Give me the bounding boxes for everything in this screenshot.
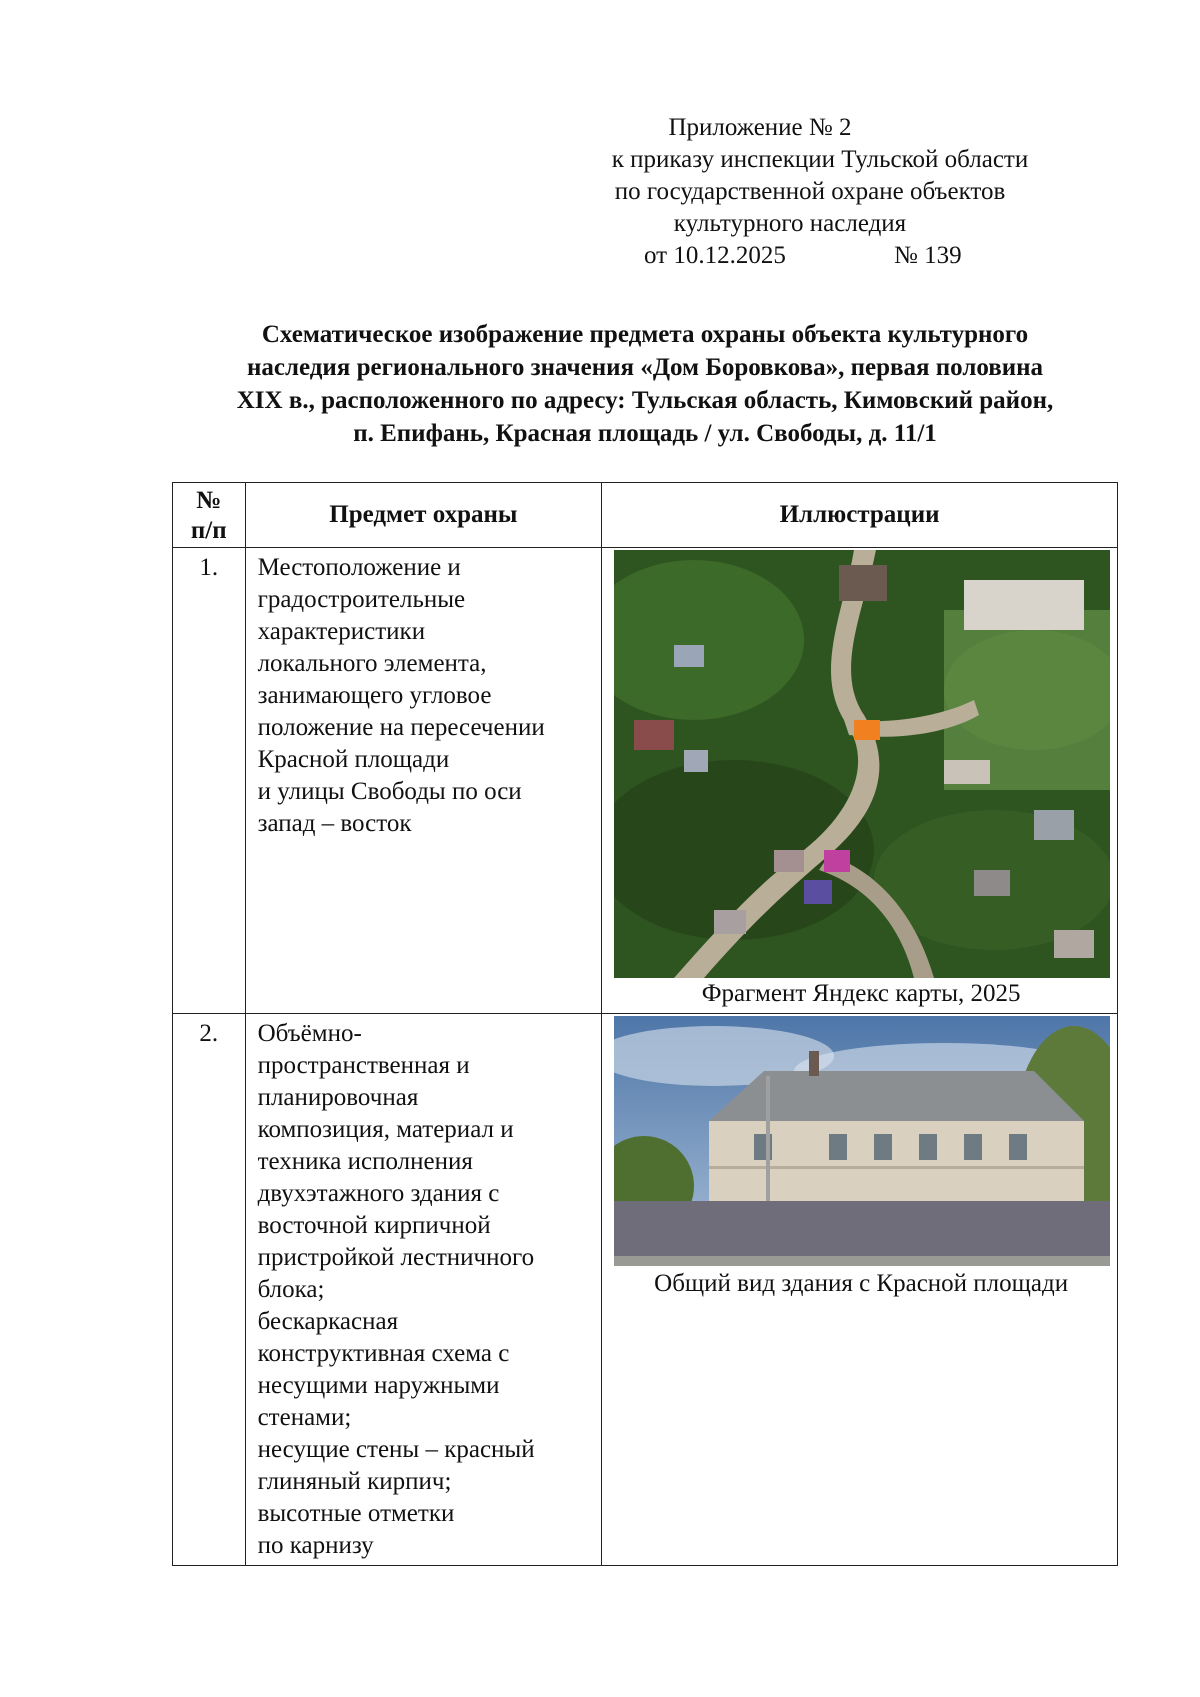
- subject-line: градостроительные: [257, 586, 466, 613]
- header-num: [173, 483, 246, 548]
- satellite-map-icon: [614, 550, 1110, 978]
- row-number: 1.: [199, 554, 219, 581]
- subject-line: планировочная: [257, 1084, 419, 1111]
- subject-line: стенами;: [257, 1404, 352, 1431]
- header-num-top: №: [196, 487, 222, 514]
- building-photo-icon: [614, 1016, 1110, 1266]
- annex-title: Приложение № 2: [668, 114, 852, 141]
- illustration-cell: [602, 548, 1118, 1014]
- header-num-bottom: п/п: [190, 517, 227, 544]
- subject-line: пристройкой лестничного: [257, 1244, 535, 1271]
- subject-line: несущие стены – красный: [257, 1436, 535, 1463]
- subject-line: конструктивная схема с: [257, 1340, 510, 1367]
- subject-line: и улицы Свободы по оси: [257, 778, 522, 805]
- subject-line: запад – восток: [257, 810, 412, 837]
- subject-line: восточной кирпичной: [257, 1212, 491, 1239]
- annex-authority-line: по государственной охране объектов: [614, 178, 1006, 205]
- subject-line: несущими наружными: [257, 1372, 500, 1399]
- table-row: [173, 548, 1118, 1014]
- subject-text: [246, 1014, 602, 1562]
- annex-header: [0, 112, 1200, 272]
- subject-line: занимающего угловое: [257, 682, 492, 709]
- row-number-cell: [173, 1014, 246, 1566]
- subject-line: по карнизу: [257, 1532, 374, 1559]
- subject-cell: [245, 1014, 602, 1566]
- map-caption: Фрагмент Яндекс карты, 2025: [701, 980, 1021, 1007]
- document-title: [160, 318, 1130, 450]
- subject-line: бескаркасная: [257, 1308, 399, 1335]
- row-number-cell: [173, 548, 246, 1014]
- illustration-cell: [602, 1014, 1118, 1566]
- subject-line: высотные отметки: [257, 1500, 455, 1527]
- subject-line: положение на пересечении: [257, 714, 545, 741]
- subject-line: композиция, материал и: [257, 1116, 514, 1143]
- subject-cell: [245, 548, 602, 1014]
- subject-line: характеристики: [257, 618, 426, 645]
- subject-line: Объёмно-: [257, 1020, 362, 1047]
- subject-text: [246, 548, 602, 840]
- subject-line: глиняный кирпич;: [257, 1468, 452, 1495]
- subject-line: пространственная и: [257, 1052, 470, 1079]
- subject-line: Красной площади: [257, 746, 450, 773]
- header-subject: Предмет охраны: [245, 483, 602, 548]
- table-row: [173, 1014, 1118, 1566]
- subject-line: блока;: [257, 1276, 325, 1303]
- map-image: [614, 550, 1110, 978]
- header-illustrations: Иллюстрации: [602, 483, 1118, 548]
- protection-table: [172, 482, 1118, 1566]
- title-line-3: XIX в., расположенного по адресу: Тульская область, Кимовский район,: [236, 387, 1054, 414]
- annex-order-line: к приказу инспекции Тульской области: [611, 146, 1029, 173]
- title-line-1: Схематическое изображение предмета охраны объекта культурного: [261, 321, 1029, 348]
- building-photo: [614, 1016, 1110, 1266]
- title-line-4: п. Епифань, Красная площадь / ул. Свободы, д. 11/1: [353, 420, 937, 447]
- subject-line: локального элемента,: [257, 650, 487, 677]
- annex-heritage-line: культурного наследия: [673, 210, 907, 237]
- title-line-2: наследия регионального значения «Дом Боровкова», первая половина: [246, 354, 1044, 381]
- subject-line: Местоположение и: [257, 554, 461, 581]
- subject-line: двухэтажного здания с: [257, 1180, 500, 1207]
- subject-line: техника исполнения: [257, 1148, 473, 1175]
- table-header-row: [173, 483, 1118, 548]
- annex-date: от 10.12.2025: [644, 242, 786, 269]
- annex-number: № 139: [894, 242, 962, 269]
- row-number: 2.: [199, 1020, 219, 1047]
- photo-caption: Общий вид здания с Красной площади: [654, 1270, 1069, 1297]
- annex-date-number: [644, 240, 1044, 272]
